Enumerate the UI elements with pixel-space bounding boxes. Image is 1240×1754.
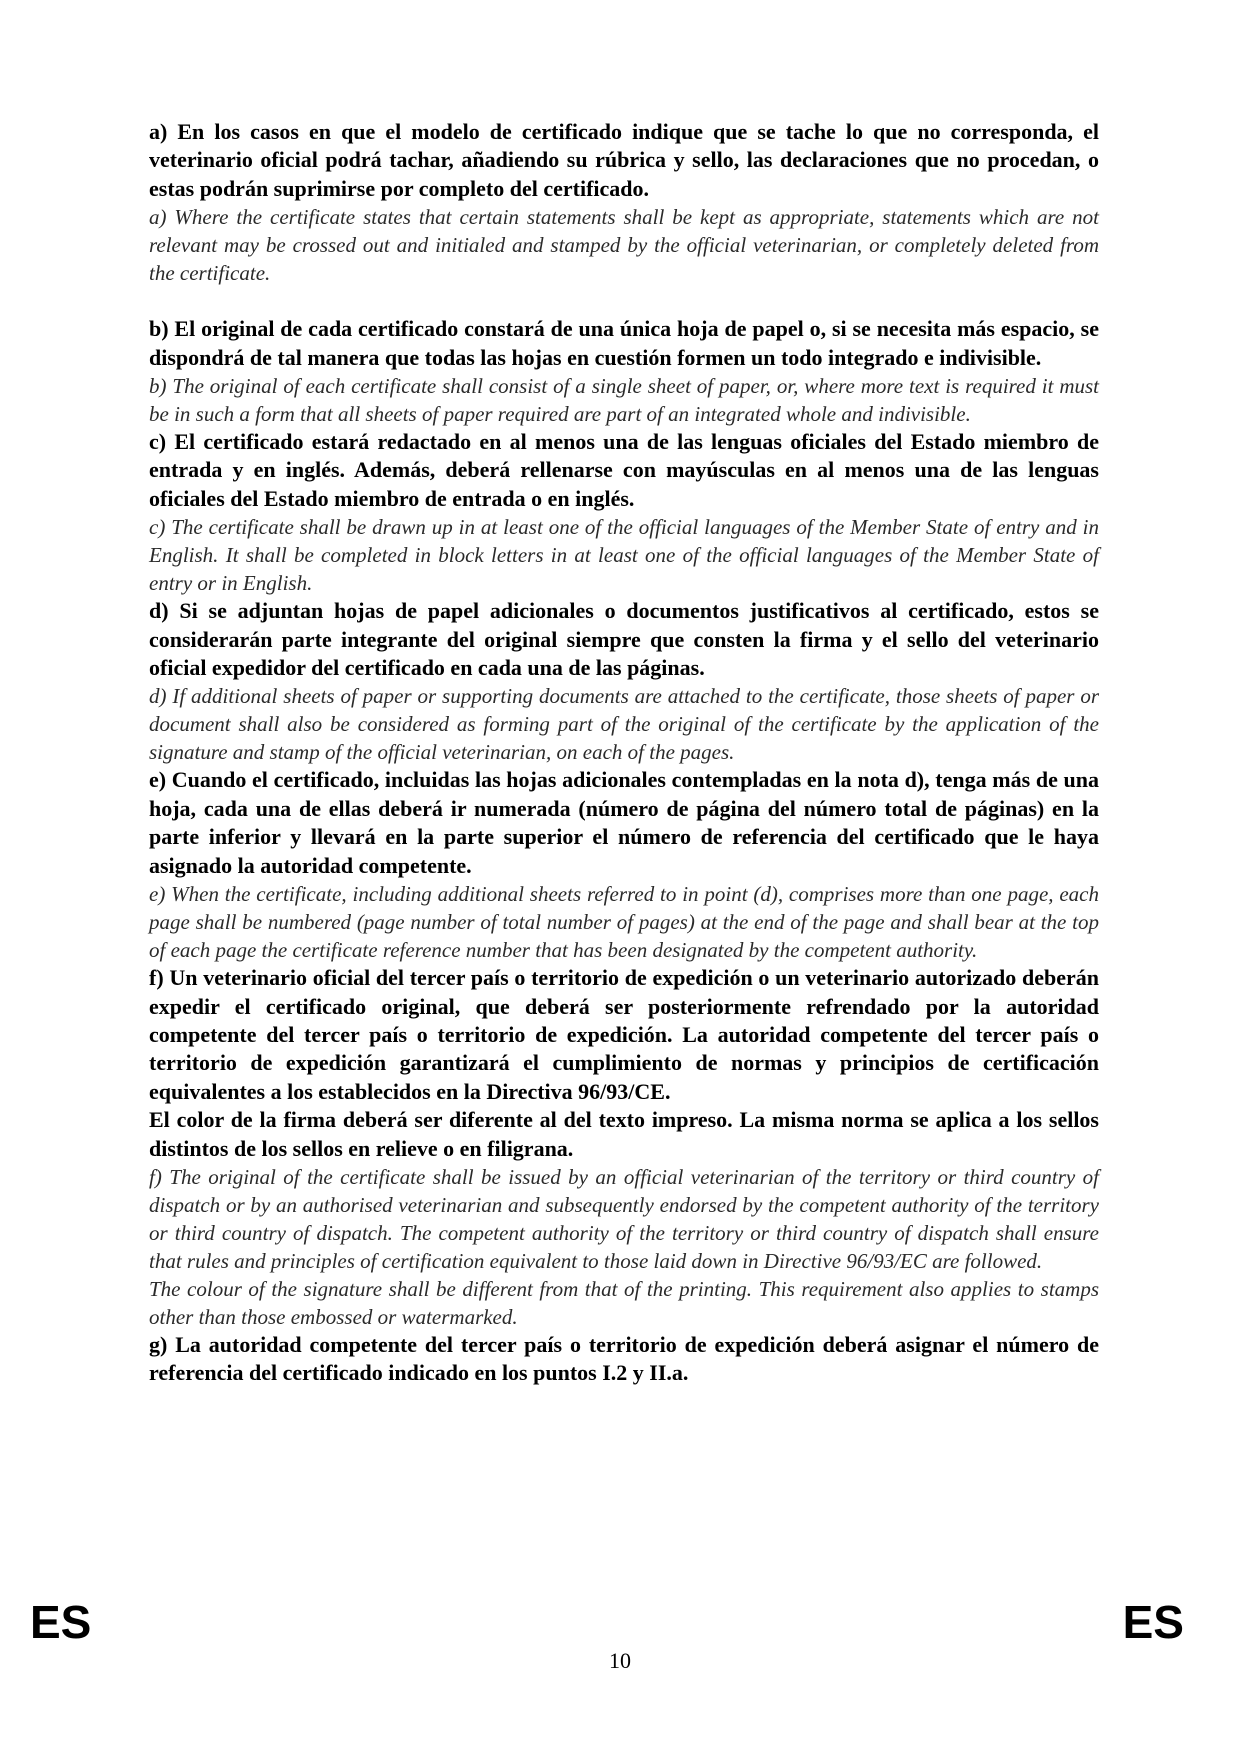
note-a-english: a) Where the certificate states that certain statements shall be kept as appropriate, statements which are not relevant may be crossed out and initialed and stamped by the official veterinarian, or completely deleted from the certificate.	[149, 205, 1099, 286]
note-b-spanish: b) El original de cada certificado constará de una única hoja de papel o, si se necesita más espacio, se dispondrá de tal manera que todas las hojas en cuestión formen un todo integrado e indivisible.	[149, 316, 1099, 370]
note-b-english: b) The original of each certificate shall consist of a single sheet of paper, or, where more text is required it must be in such a form that all sheets of paper required are part of an integrated whole and indivisible.	[149, 374, 1099, 427]
note-d-english: d) If additional sheets of paper or supporting documents are attached to the certificate, those sheets of paper or document shall also be considered as forming part of the original of the certificate by the application of the signature and stamp of the official veterinarian, on each of the pages.	[149, 684, 1099, 765]
note-d	[149, 597, 1099, 766]
note-a	[149, 118, 1099, 287]
note-f-spanish: f) Un veterinario oficial del tercer país o territorio de expedición o un veterinario autorizado deberán expedir el certificado original, que deberá ser posteriormente refrendado por la autoridad competente del tercer país o territorio de expedición. La autoridad competente del tercer país o territorio de expedición garantizará el cumplimiento de normas y principios de certificación equivalentes a los establecidos en la Directiva 96/93/CE.	[149, 965, 1099, 1104]
spacer	[149, 287, 1099, 315]
note-g	[149, 1331, 1099, 1388]
footer-language-code-right: ES	[1122, 1596, 1184, 1648]
note-f-english-colour: The colour of the signature shall be different from that of the printing. This requirement also applies to stamps other than those embossed or watermarked.	[149, 1276, 1099, 1329]
note-c-english: c) The certificate shall be drawn up in at least one of the official languages of the Member State of entry and in English. It shall be completed in block letters in at least one of the official languages of the Member State of entry or in English.	[149, 515, 1099, 596]
note-c	[149, 428, 1099, 597]
notes-content	[149, 118, 1099, 1388]
note-f-spanish-colour: El color de la firma deberá ser diferente al del texto impreso. La misma norma se aplica a los sellos distintos de los sellos en relieve o en filigrana.	[149, 1107, 1099, 1161]
note-f	[149, 964, 1099, 1331]
note-f-english: f) The original of the certificate shall be issued by an official veterinarian of the territory or third country of dispatch or by an authorised veterinarian and subsequently endorsed by the competent authority of the territory or third country of dispatch. The competent authority of the territory or third country of dispatch shall ensure that rules and principles of certification equivalent to those laid down in Directive 96/93/EC are followed.	[149, 1164, 1099, 1273]
note-g-spanish: g) La autoridad competente del tercer país o territorio de expedición deberá asignar el número de referencia del certificado indicado en los puntos I.2 y II.a.	[149, 1331, 1099, 1386]
note-a-spanish: a) En los casos en que el modelo de certificado indique que se tache lo que no corresponda, el veterinario oficial podrá tachar, añadiendo su rúbrica y sello, las declaraciones que no procedan, o estas podrán suprimirse por completo del certificado.	[149, 119, 1099, 201]
note-e-english: e) When the certificate, including additional sheets referred to in point (d), comprises more than one page, each page shall be numbered (page number of total number of pages) at the end of the page and shall bear at the top of each page the certificate reference number that has been designated by the competent authority.	[149, 882, 1099, 963]
note-e-spanish: e) Cuando el certificado, incluidas las hojas adicionales contempladas en la nota d), tenga más de una hoja, cada una de ellas deberá ir numerada (número de página del número total de páginas) en la parte inferior y llevará en la parte superior el número de referencia del certificado que le haya asignado la autoridad competente.	[149, 767, 1099, 878]
note-c-spanish: c) El certificado estará redactado en al menos una de las lenguas oficiales del Estado miembro de entrada y en inglés. Además, deberá rellenarse con mayúsculas en al menos una de las lenguas oficiales del Estado miembro de entrada o en inglés.	[149, 429, 1099, 511]
page-number: 10	[609, 1648, 631, 1673]
footer-language-code-left: ES	[30, 1596, 92, 1648]
note-d-spanish: d) Si se adjuntan hojas de papel adicionales o documentos justificativos al certificado, estos se considerarán parte integrante del original siempre que consten la firma y el sello del veterinario oficial expedidor del certificado en cada una de las páginas.	[149, 598, 1099, 681]
note-b	[149, 315, 1099, 428]
note-e	[149, 766, 1099, 964]
